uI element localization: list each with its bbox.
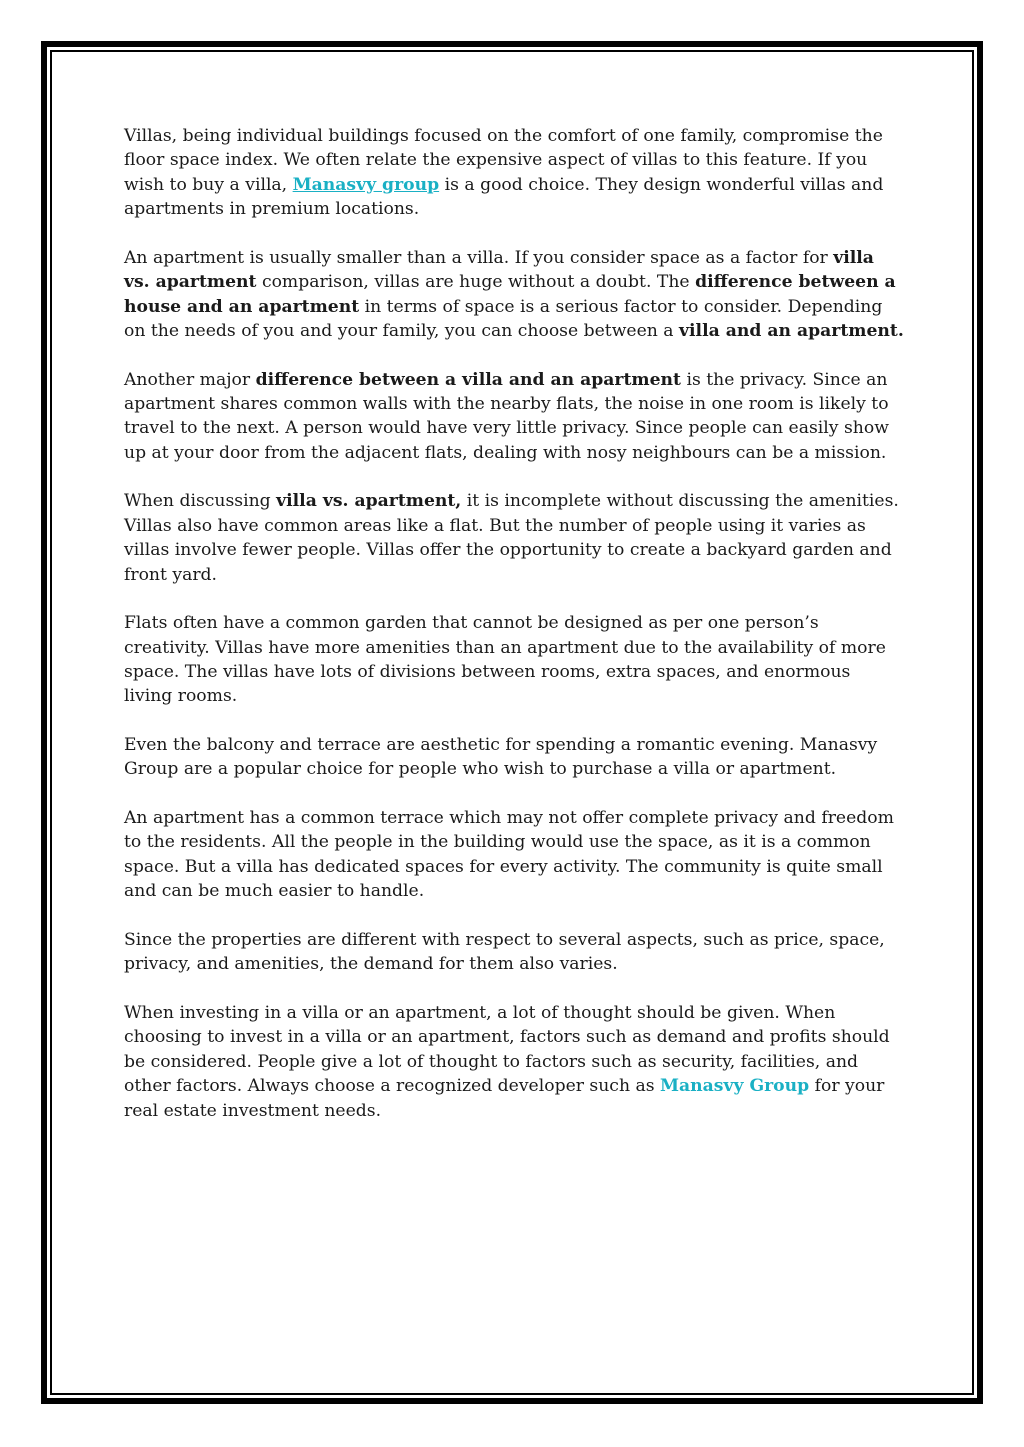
text-segment: When discussing bbox=[124, 491, 277, 512]
text-segment: Villas, being individual buildings focused on the comfort of one family, compromise the floor space index. We often relate the expensive aspect of villas to this feature. If you wish to buy a villa, bbox=[124, 126, 883, 195]
text-segment: is a good choice. They design wonderful villas and apartments in premium locations. bbox=[124, 174, 884, 220]
text-segment: Flats often have a common garden that cannot be designed as per one person’s creativity. Villas have more amenities than an apartment due to the availability of more space. The villas have lots of divisions between rooms, extra spaces, and enormous living rooms. bbox=[124, 613, 886, 707]
text-segment: is the privacy. Since an apartment shares common walls with the nearby flats, the noise in one room is likely to travel to the next. A person would have very little privacy. Since people can easily show up at your door from the adjacent flats, dealing with nosy neighbours can be a mission. bbox=[124, 369, 889, 463]
text-segment: Since the properties are different with respect to several aspects, such as price, space, privacy, and amenities, the demand for them also varies. bbox=[124, 929, 885, 975]
paragraph-villas-intro bbox=[124, 124, 904, 222]
paragraph-common-terrace bbox=[124, 806, 904, 904]
text-segment: An apartment has a common terrace which may not offer complete privacy and freedom to the residents. All the people in the building would use the space, as it is a common space. But a villa has dedicated spaces for every activity. The community is quite small and can be much easier to handle. bbox=[124, 808, 894, 902]
document-body bbox=[124, 124, 904, 1147]
bold-keyword: villa vs. apartment, bbox=[276, 491, 462, 512]
bold-keyword: villa vs. apartment bbox=[124, 247, 874, 293]
bold-keyword: difference between a house and an apartment bbox=[124, 272, 896, 317]
text-segment: comparison, villas are huge without a doubt. The bbox=[256, 272, 696, 293]
text-segment: Another major bbox=[124, 369, 256, 390]
text-segment: An apartment is usually smaller than a villa. If you consider space as a factor for bbox=[124, 247, 834, 268]
text-segment: for your real estate investment needs. bbox=[124, 1076, 885, 1121]
paragraph-flats-garden bbox=[124, 611, 904, 709]
paragraph-balcony-terrace bbox=[124, 733, 904, 782]
manasvy-group-link[interactable]: Manasvy group bbox=[292, 174, 440, 195]
paragraph-privacy bbox=[124, 368, 904, 466]
paragraph-investing bbox=[124, 1001, 904, 1123]
text-segment: in terms of space is a serious factor to consider. Depending on the needs of you and your family, you can choose between a bbox=[124, 296, 883, 342]
paragraph-amenities bbox=[124, 489, 904, 587]
text-segment: it is incomplete without discussing the amenities. Villas also have common areas like a flat. But the number of people using it varies as villas involve fewer people. Villas offer the opportunity to create a backyard garden and front yard. bbox=[124, 491, 899, 585]
paragraph-space-comparison bbox=[124, 246, 904, 344]
bold-keyword: villa and an apartment. bbox=[679, 321, 904, 342]
text-segment: When investing in a villa or an apartment, a lot of thought should be given. When choosing to invest in a villa or an apartment, factors such as demand and profits should be considered. People give a lot of thought to factors such as security, facilities, and other factors. Always choose a recognized developer such as bbox=[124, 1002, 890, 1097]
bold-keyword: difference between a villa and an apartment bbox=[255, 369, 681, 390]
manasvy-group-link[interactable]: Manasvy Group bbox=[660, 1076, 810, 1097]
paragraph-demand bbox=[124, 928, 904, 977]
text-segment: Even the balcony and terrace are aesthetic for spending a romantic evening. Manasvy Group are a popular choice for people who wish to purchase a villa or apartment. bbox=[124, 735, 878, 780]
